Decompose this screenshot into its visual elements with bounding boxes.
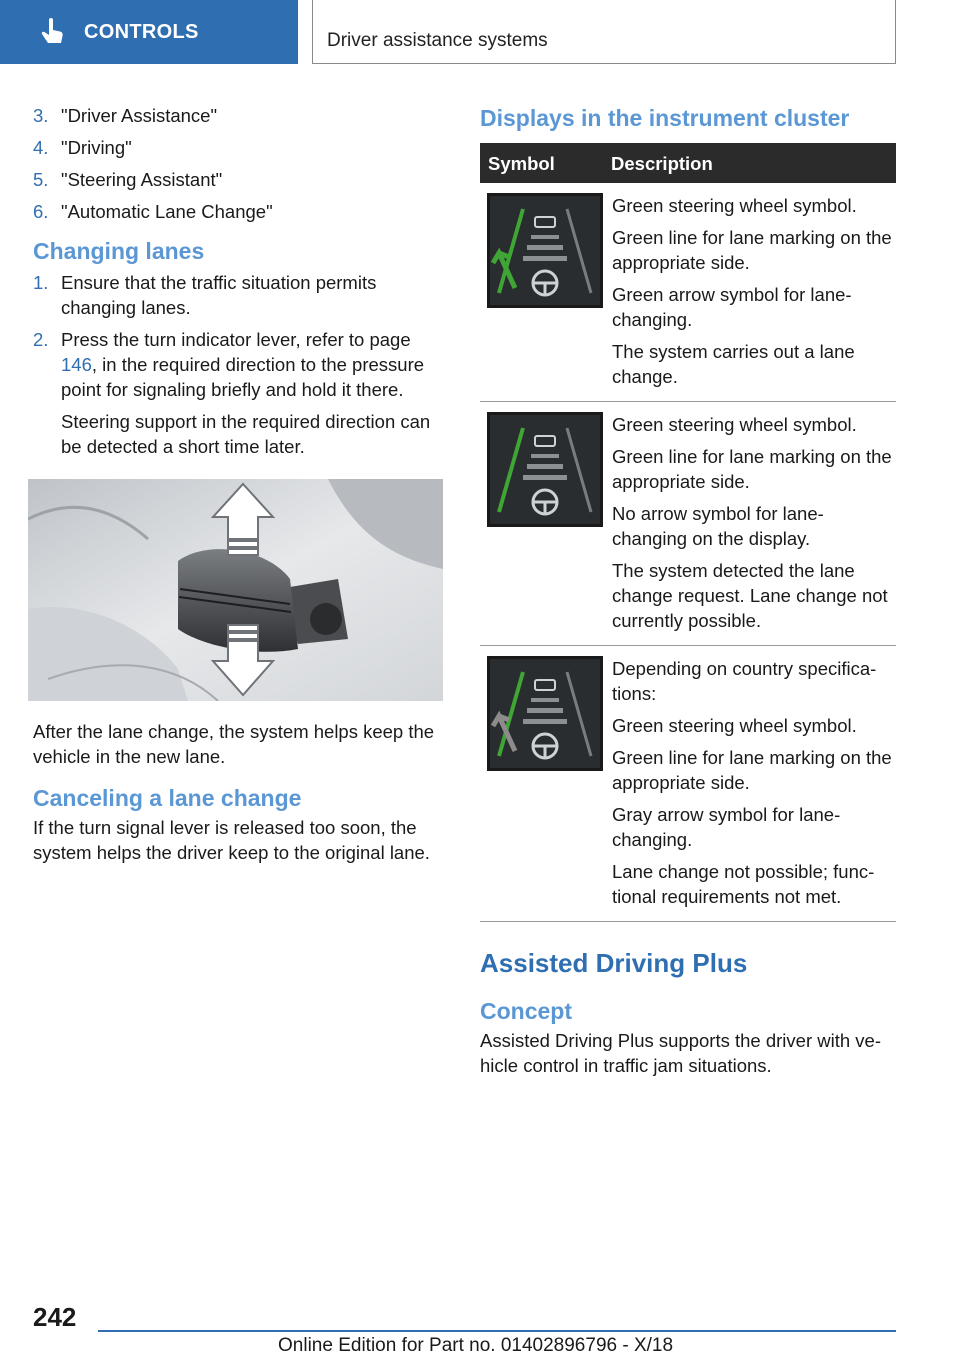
step-number: 1. bbox=[33, 272, 49, 293]
step-number: 6. bbox=[33, 201, 49, 222]
canceling-text: If the turn signal lever is released too soon, the system helps the driver keep to the original lane. bbox=[33, 817, 430, 863]
assisted-driving-plus-heading: Assisted Driving Plus bbox=[480, 948, 748, 978]
list-item bbox=[33, 327, 448, 459]
description-column-header: Description bbox=[603, 143, 896, 183]
table-header-row bbox=[480, 143, 896, 183]
page-number: 242 bbox=[33, 1302, 77, 1332]
step-number: 4. bbox=[33, 137, 49, 158]
list-item bbox=[33, 270, 448, 320]
turn-indicator-lever-illustration bbox=[28, 479, 443, 701]
step-text: "Steering Assistant" bbox=[61, 169, 223, 190]
edition-text: Online Edition for Part no. 01402896796 - X/18 bbox=[278, 1335, 674, 1356]
list-item bbox=[33, 135, 448, 160]
chapter-title: Driver assistance systems bbox=[327, 30, 548, 51]
hand-pointer-icon bbox=[38, 17, 68, 47]
lane-change-no-arrow-icon bbox=[487, 412, 603, 527]
table-row bbox=[480, 402, 896, 646]
description-cell: Green steering wheel symbol. Green line for lane marking on the appropriate side. No arrow symbol for lane-changing on the display. The system detected the lane change request. Lane change not currently possible. bbox=[603, 402, 896, 646]
right-column bbox=[480, 103, 896, 1078]
concept-heading: Concept bbox=[480, 998, 572, 1024]
list-item bbox=[33, 167, 448, 192]
list-item bbox=[33, 103, 448, 128]
left-column bbox=[33, 103, 448, 865]
canceling-heading: Canceling a lane change bbox=[33, 785, 302, 811]
steps-list-settings bbox=[33, 103, 448, 224]
symbol-cell bbox=[480, 646, 603, 922]
list-item bbox=[33, 199, 448, 224]
symbol-cell bbox=[480, 183, 603, 402]
step-note: Steering support in the required direction can be detected a short time later. bbox=[61, 411, 431, 457]
section-label: CONTROLS bbox=[84, 20, 199, 43]
table-row bbox=[480, 183, 896, 402]
section-tab[interactable] bbox=[0, 0, 298, 64]
footer-divider bbox=[98, 1330, 896, 1332]
symbol-table bbox=[480, 143, 896, 922]
page-link[interactable]: 146 bbox=[61, 354, 92, 375]
symbol-cell bbox=[480, 402, 603, 646]
description-cell: Depending on country specifications: Green steering wheel symbol. Green line for lane marking on the appropriate side. Gray arrow symbol for lane-changing. Lane change not possible; functional requirements not met. bbox=[603, 646, 896, 922]
description-cell: Green steering wheel symbol. Green line for lane marking on the appropriate side. Green arrow symbol for lane-changing. The system carries out a lane change. bbox=[603, 183, 896, 402]
symbol-column-header: Symbol bbox=[480, 143, 603, 183]
table-row bbox=[480, 646, 896, 922]
step-text: Ensure that the traffic situation permits changing lanes. bbox=[61, 272, 377, 318]
lane-change-green-arrow-icon bbox=[487, 193, 603, 308]
step-text: Press the turn indicator lever, refer to page 146, in the required direction to the pressure point for signaling briefly and hold it there. bbox=[61, 329, 425, 400]
step-number: 5. bbox=[33, 169, 49, 190]
step-text: "Automatic Lane Change" bbox=[61, 201, 273, 222]
step-text: "Driving" bbox=[61, 137, 132, 158]
displays-heading: Displays in the instrument cluster bbox=[480, 105, 850, 131]
changing-lanes-heading: Changing lanes bbox=[33, 238, 205, 264]
concept-text: Assisted Driving Plus supports the driver with vehicle control in traffic jam situations. bbox=[480, 1030, 881, 1076]
after-lane-change-text: After the lane change, the system helps keep the vehicle in the new lane. bbox=[33, 721, 435, 767]
step-number: 2. bbox=[33, 329, 49, 350]
step-text: "Driver Assistance" bbox=[61, 105, 218, 126]
step-number: 3. bbox=[33, 105, 49, 126]
lane-change-gray-arrow-icon bbox=[487, 656, 603, 771]
chapter-title-box bbox=[312, 0, 896, 64]
